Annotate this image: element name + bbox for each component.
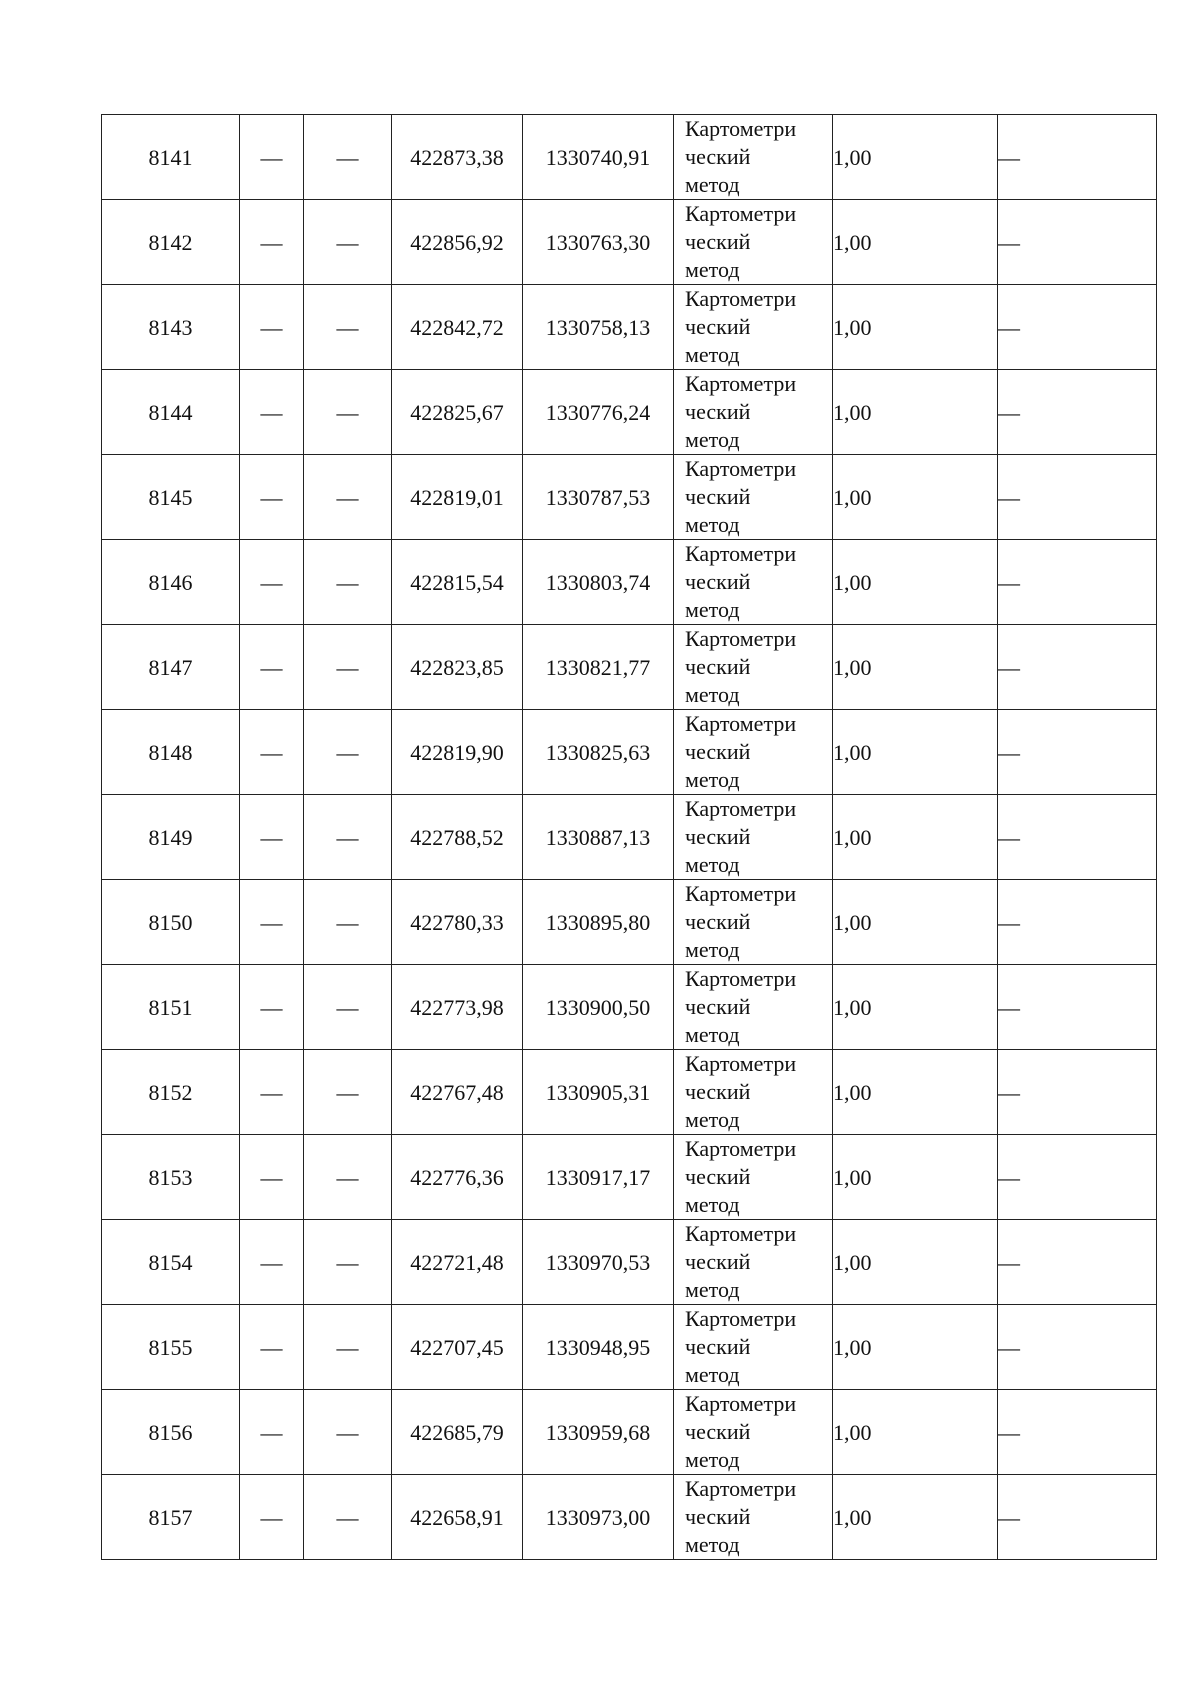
empty-dash-cell: —	[998, 1220, 1157, 1305]
accuracy-cell: 1,00	[833, 1475, 998, 1560]
y-coordinate-cell: 1330803,74	[523, 540, 674, 625]
method-cell	[674, 115, 833, 200]
table-row	[102, 540, 1157, 625]
method-text: Картометри ческий метод	[685, 286, 797, 367]
accuracy-cell: 1,00	[833, 1050, 998, 1135]
method-text: Картометри ческий метод	[685, 201, 797, 282]
point-number-cell: 8141	[102, 115, 240, 200]
empty-dash-cell: —	[240, 710, 304, 795]
method-cell	[674, 1390, 833, 1475]
accuracy-cell: 1,00	[833, 880, 998, 965]
point-number-cell: 8150	[102, 880, 240, 965]
table-row	[102, 965, 1157, 1050]
accuracy-cell: 1,00	[833, 1390, 998, 1475]
empty-dash-cell: —	[998, 880, 1157, 965]
empty-dash-cell: —	[240, 965, 304, 1050]
empty-dash-cell: —	[304, 285, 392, 370]
empty-dash-cell: —	[240, 540, 304, 625]
x-coordinate-cell: 422819,90	[392, 710, 523, 795]
empty-dash-cell: —	[304, 370, 392, 455]
x-coordinate-cell: 422685,79	[392, 1390, 523, 1475]
empty-dash-cell: —	[998, 965, 1157, 1050]
method-text: Картометри ческий метод	[685, 116, 797, 197]
method-text: Картометри ческий метод	[685, 1391, 797, 1472]
point-number-cell: 8143	[102, 285, 240, 370]
empty-dash-cell: —	[240, 1475, 304, 1560]
accuracy-cell: 1,00	[833, 710, 998, 795]
method-cell	[674, 540, 833, 625]
x-coordinate-cell: 422767,48	[392, 1050, 523, 1135]
accuracy-cell: 1,00	[833, 370, 998, 455]
empty-dash-cell: —	[998, 370, 1157, 455]
method-text: Картометри ческий метод	[685, 796, 797, 877]
y-coordinate-cell: 1330887,13	[523, 795, 674, 880]
x-coordinate-cell: 422707,45	[392, 1305, 523, 1390]
x-coordinate-cell: 422819,01	[392, 455, 523, 540]
empty-dash-cell: —	[304, 1390, 392, 1475]
accuracy-cell: 1,00	[833, 285, 998, 370]
empty-dash-cell: —	[240, 880, 304, 965]
accuracy-cell: 1,00	[833, 455, 998, 540]
method-text: Картометри ческий метод	[685, 1306, 797, 1387]
accuracy-cell: 1,00	[833, 200, 998, 285]
method-text: Картометри ческий метод	[685, 626, 797, 707]
point-number-cell: 8152	[102, 1050, 240, 1135]
empty-dash-cell: —	[998, 1390, 1157, 1475]
empty-dash-cell: —	[998, 285, 1157, 370]
empty-dash-cell: —	[304, 540, 392, 625]
x-coordinate-cell: 422780,33	[392, 880, 523, 965]
point-number-cell: 8148	[102, 710, 240, 795]
empty-dash-cell: —	[304, 625, 392, 710]
x-coordinate-cell: 422856,92	[392, 200, 523, 285]
y-coordinate-cell: 1330970,53	[523, 1220, 674, 1305]
empty-dash-cell: —	[998, 625, 1157, 710]
empty-dash-cell: —	[304, 710, 392, 795]
point-number-cell: 8151	[102, 965, 240, 1050]
empty-dash-cell: —	[998, 540, 1157, 625]
y-coordinate-cell: 1330821,77	[523, 625, 674, 710]
point-number-cell: 8153	[102, 1135, 240, 1220]
empty-dash-cell: —	[304, 1475, 392, 1560]
y-coordinate-cell: 1330973,00	[523, 1475, 674, 1560]
empty-dash-cell: —	[998, 455, 1157, 540]
empty-dash-cell: —	[998, 200, 1157, 285]
coordinates-table	[101, 114, 1157, 1560]
y-coordinate-cell: 1330776,24	[523, 370, 674, 455]
empty-dash-cell: —	[998, 1050, 1157, 1135]
empty-dash-cell: —	[240, 1050, 304, 1135]
method-cell	[674, 625, 833, 710]
empty-dash-cell: —	[304, 455, 392, 540]
method-cell	[674, 795, 833, 880]
empty-dash-cell: —	[240, 795, 304, 880]
method-cell	[674, 880, 833, 965]
table-row	[102, 1135, 1157, 1220]
empty-dash-cell: —	[304, 1220, 392, 1305]
x-coordinate-cell: 422721,48	[392, 1220, 523, 1305]
point-number-cell: 8147	[102, 625, 240, 710]
empty-dash-cell: —	[240, 1305, 304, 1390]
method-text: Картометри ческий метод	[685, 966, 797, 1047]
table-row	[102, 200, 1157, 285]
y-coordinate-cell: 1330917,17	[523, 1135, 674, 1220]
empty-dash-cell: —	[304, 200, 392, 285]
method-cell	[674, 285, 833, 370]
empty-dash-cell: —	[304, 795, 392, 880]
x-coordinate-cell: 422773,98	[392, 965, 523, 1050]
method-text: Картометри ческий метод	[685, 1221, 797, 1302]
x-coordinate-cell: 422776,36	[392, 1135, 523, 1220]
y-coordinate-cell: 1330763,30	[523, 200, 674, 285]
x-coordinate-cell: 422788,52	[392, 795, 523, 880]
method-cell	[674, 200, 833, 285]
point-number-cell: 8154	[102, 1220, 240, 1305]
method-text: Картометри ческий метод	[685, 1136, 797, 1217]
empty-dash-cell: —	[304, 115, 392, 200]
point-number-cell: 8149	[102, 795, 240, 880]
y-coordinate-cell: 1330740,91	[523, 115, 674, 200]
empty-dash-cell: —	[998, 710, 1157, 795]
empty-dash-cell: —	[240, 1135, 304, 1220]
point-number-cell: 8145	[102, 455, 240, 540]
empty-dash-cell: —	[304, 1050, 392, 1135]
empty-dash-cell: —	[998, 795, 1157, 880]
method-cell	[674, 455, 833, 540]
table-row	[102, 455, 1157, 540]
empty-dash-cell: —	[998, 1135, 1157, 1220]
accuracy-cell: 1,00	[833, 625, 998, 710]
empty-dash-cell: —	[240, 200, 304, 285]
method-cell	[674, 370, 833, 455]
table-row	[102, 1305, 1157, 1390]
y-coordinate-cell: 1330787,53	[523, 455, 674, 540]
method-cell	[674, 1220, 833, 1305]
x-coordinate-cell: 422873,38	[392, 115, 523, 200]
y-coordinate-cell: 1330959,68	[523, 1390, 674, 1475]
table-row	[102, 795, 1157, 880]
x-coordinate-cell: 422815,54	[392, 540, 523, 625]
empty-dash-cell: —	[240, 625, 304, 710]
accuracy-cell: 1,00	[833, 1135, 998, 1220]
empty-dash-cell: —	[240, 115, 304, 200]
method-cell	[674, 1135, 833, 1220]
table-body	[102, 115, 1157, 1560]
empty-dash-cell: —	[304, 880, 392, 965]
x-coordinate-cell: 422823,85	[392, 625, 523, 710]
table-row	[102, 115, 1157, 200]
empty-dash-cell: —	[998, 115, 1157, 200]
y-coordinate-cell: 1330905,31	[523, 1050, 674, 1135]
table-row	[102, 880, 1157, 965]
table-row	[102, 285, 1157, 370]
accuracy-cell: 1,00	[833, 795, 998, 880]
table-row	[102, 1220, 1157, 1305]
point-number-cell: 8156	[102, 1390, 240, 1475]
method-text: Картометри ческий метод	[685, 1051, 797, 1132]
y-coordinate-cell: 1330825,63	[523, 710, 674, 795]
accuracy-cell: 1,00	[833, 1305, 998, 1390]
point-number-cell: 8144	[102, 370, 240, 455]
empty-dash-cell: —	[998, 1305, 1157, 1390]
method-cell	[674, 1305, 833, 1390]
empty-dash-cell: —	[304, 1135, 392, 1220]
x-coordinate-cell: 422842,72	[392, 285, 523, 370]
empty-dash-cell: —	[240, 1220, 304, 1305]
table-row	[102, 1390, 1157, 1475]
method-cell	[674, 1050, 833, 1135]
accuracy-cell: 1,00	[833, 1220, 998, 1305]
method-text: Картометри ческий метод	[685, 456, 797, 537]
empty-dash-cell: —	[304, 965, 392, 1050]
method-cell	[674, 965, 833, 1050]
point-number-cell: 8146	[102, 540, 240, 625]
y-coordinate-cell: 1330900,50	[523, 965, 674, 1050]
point-number-cell: 8157	[102, 1475, 240, 1560]
y-coordinate-cell: 1330895,80	[523, 880, 674, 965]
x-coordinate-cell: 422825,67	[392, 370, 523, 455]
y-coordinate-cell: 1330948,95	[523, 1305, 674, 1390]
table-row	[102, 1475, 1157, 1560]
table-row	[102, 1050, 1157, 1135]
y-coordinate-cell: 1330758,13	[523, 285, 674, 370]
empty-dash-cell: —	[240, 1390, 304, 1475]
method-text: Картометри ческий метод	[685, 371, 797, 452]
x-coordinate-cell: 422658,91	[392, 1475, 523, 1560]
accuracy-cell: 1,00	[833, 540, 998, 625]
empty-dash-cell: —	[240, 370, 304, 455]
method-text: Картометри ческий метод	[685, 711, 797, 792]
empty-dash-cell: —	[240, 285, 304, 370]
point-number-cell: 8142	[102, 200, 240, 285]
empty-dash-cell: —	[998, 1475, 1157, 1560]
accuracy-cell: 1,00	[833, 965, 998, 1050]
empty-dash-cell: —	[240, 455, 304, 540]
empty-dash-cell: —	[304, 1305, 392, 1390]
method-text: Картометри ческий метод	[685, 881, 797, 962]
table-row	[102, 625, 1157, 710]
accuracy-cell: 1,00	[833, 115, 998, 200]
point-number-cell: 8155	[102, 1305, 240, 1390]
table-row	[102, 710, 1157, 795]
table-row	[102, 370, 1157, 455]
method-text: Картометри ческий метод	[685, 1476, 797, 1557]
method-text: Картометри ческий метод	[685, 541, 797, 622]
method-cell	[674, 1475, 833, 1560]
method-cell	[674, 710, 833, 795]
